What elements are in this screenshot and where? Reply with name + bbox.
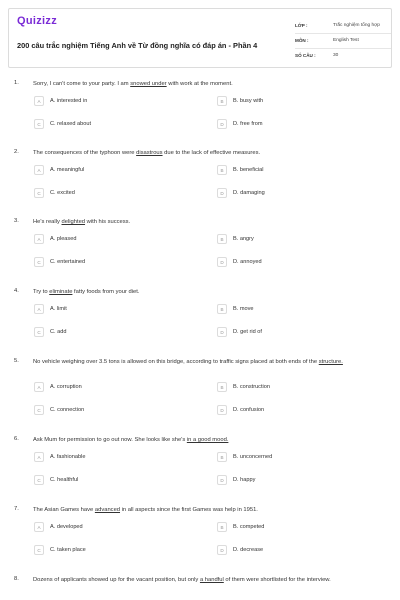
option-letter-box: D <box>217 327 227 337</box>
option-letter-box: B <box>217 522 227 532</box>
question-number: 1. <box>14 80 19 86</box>
option-letter-box: B <box>217 382 227 392</box>
question-text <box>33 576 369 584</box>
option-letter-box: B <box>217 234 227 244</box>
question-number: 5. <box>14 358 19 364</box>
meta-value: English Test <box>333 38 359 43</box>
option-text: A. developed <box>50 524 83 530</box>
option-text: D. damaging <box>233 190 265 196</box>
question-text-after: of them were shortlisted for the interview. <box>223 577 331 583</box>
meta-key: MÔN : <box>295 38 309 43</box>
question-text <box>33 80 369 88</box>
option-text: D. free from <box>233 121 263 127</box>
option-text: B. busy with <box>233 98 264 104</box>
option-letter-box: B <box>217 96 227 106</box>
answer-option-c[interactable] <box>34 119 186 131</box>
answer-option-c[interactable] <box>34 545 186 557</box>
question-text <box>33 149 369 157</box>
option-letter-box: C <box>34 545 44 555</box>
option-letter-box: B <box>217 304 227 314</box>
underlined-word: eliminate <box>49 289 73 295</box>
option-text: B. unconcerned <box>233 454 273 460</box>
answer-option-b[interactable] <box>217 165 369 177</box>
option-letter-box: C <box>34 257 44 267</box>
meta-key: SỐ CÂU : <box>295 53 316 58</box>
meta-row-grade <box>295 19 391 34</box>
option-letter-box: A <box>34 382 44 392</box>
option-text: B. move <box>233 306 254 312</box>
answer-option-b[interactable] <box>217 452 369 464</box>
option-text: D. confusion <box>233 407 265 413</box>
answer-option-b[interactable] <box>217 96 369 108</box>
question-number: 4. <box>14 288 19 294</box>
option-letter-box: C <box>34 188 44 198</box>
underlined-word: structure. <box>318 359 343 365</box>
option-letter-box: A <box>34 522 44 532</box>
question-text <box>33 358 369 366</box>
answer-option-b[interactable] <box>217 522 369 534</box>
option-letter-box: D <box>217 475 227 485</box>
question-number: 7. <box>14 506 19 512</box>
underlined-word: a handful <box>199 577 224 583</box>
underlined-word: advanced <box>94 507 121 513</box>
underlined-word: snowed under <box>130 81 167 87</box>
option-letter-box: A <box>34 234 44 244</box>
option-letter-box: C <box>34 327 44 337</box>
option-text: A. limit <box>50 306 67 312</box>
answer-option-a[interactable] <box>34 304 186 316</box>
question-text-before: Ask Mum for permission to go out now. She looks like she's <box>33 437 187 443</box>
option-letter-box: B <box>217 452 227 462</box>
question-text-before: Sorry, I can't come to your party. I am <box>33 81 131 87</box>
underlined-word: delighted <box>61 219 86 225</box>
meta-value: Trắc nghiệm tổng hợp <box>333 23 380 28</box>
question-text-before: The consequences of the typhoon were <box>33 150 137 156</box>
question-text <box>33 436 369 444</box>
answer-option-d[interactable] <box>217 327 369 339</box>
option-letter-box: D <box>217 405 227 415</box>
answer-option-d[interactable] <box>217 119 369 131</box>
question-text-before: No vehicle weighing over 3.5 tons is allowed on this bridge, according to traffic signs placed at both ends of the <box>33 359 319 365</box>
document-title: 200 câu trắc nghiệm Tiếng Anh về Từ đồng nghĩa có đáp án - Phần 4 <box>17 41 258 50</box>
meta-row-subject <box>295 34 391 49</box>
option-letter-box: A <box>34 304 44 314</box>
question-text-after: with his success. <box>85 219 131 225</box>
question-text-after: with work at the moment. <box>166 81 233 87</box>
option-text: D. get rid of <box>233 329 262 335</box>
question-number: 3. <box>14 218 19 224</box>
question-text <box>33 506 369 514</box>
answer-option-a[interactable] <box>34 452 186 464</box>
option-text: C. add <box>50 329 67 335</box>
meta-row-count <box>295 49 391 64</box>
answer-option-c[interactable] <box>34 475 186 487</box>
answer-option-a[interactable] <box>34 234 186 246</box>
answer-option-c[interactable] <box>34 327 186 339</box>
option-text: C. healthful <box>50 477 79 483</box>
question-text-after: due to the lack of effective measures. <box>162 150 261 156</box>
answer-option-c[interactable] <box>34 405 186 417</box>
question-text-before: He's really <box>33 219 62 225</box>
quizizz-logo[interactable]: Quizizz <box>17 15 57 27</box>
question-text-before: Dozens of applicants showed up for the vacant position, but only <box>33 577 200 583</box>
option-text: B. construction <box>233 384 270 390</box>
option-letter-box: B <box>217 165 227 175</box>
option-text: C. excited <box>50 190 75 196</box>
answer-option-c[interactable] <box>34 257 186 269</box>
underlined-word: in a good mood. <box>186 437 229 443</box>
option-text: C. entertained <box>50 259 86 265</box>
option-text: D. annoyed <box>233 259 262 265</box>
question-text-after: fatty foods from your diet. <box>72 289 140 295</box>
option-letter-box: C <box>34 475 44 485</box>
question-text-before: Try to <box>33 289 50 295</box>
answer-option-d[interactable] <box>217 545 369 557</box>
answer-option-d[interactable] <box>217 257 369 269</box>
option-text: C. relaxed about <box>50 121 92 127</box>
question-text <box>33 218 369 226</box>
meta-value: 30 <box>333 53 339 58</box>
option-letter-box: C <box>34 119 44 129</box>
answer-option-b[interactable] <box>217 382 369 394</box>
answer-option-c[interactable] <box>34 188 186 200</box>
option-letter-box: A <box>34 96 44 106</box>
question-number: 2. <box>14 149 19 155</box>
option-letter-box: D <box>217 257 227 267</box>
answer-option-a[interactable] <box>34 96 186 108</box>
question-text-before: The Asian Games have <box>33 507 95 513</box>
option-text: B. beneficial <box>233 167 264 173</box>
answer-option-b[interactable] <box>217 234 369 246</box>
option-letter-box: A <box>34 165 44 175</box>
meta-table <box>295 19 391 64</box>
option-text: C. connection <box>50 407 85 413</box>
answer-option-d[interactable] <box>217 188 369 200</box>
option-letter-box: D <box>217 545 227 555</box>
meta-key: LỚP : <box>295 23 308 28</box>
option-letter-box: D <box>217 188 227 198</box>
question-number: 8. <box>14 576 19 582</box>
answer-option-a[interactable] <box>34 165 186 177</box>
option-letter-box: C <box>34 405 44 415</box>
option-text: B. competed <box>233 524 265 530</box>
option-text: A. interested in <box>50 98 88 104</box>
answer-option-d[interactable] <box>217 475 369 487</box>
option-text: D. happy <box>233 477 256 483</box>
question-number: 6. <box>14 436 19 442</box>
option-text: C. taken place <box>50 547 86 553</box>
option-text: A. meaningful <box>50 167 85 173</box>
answer-option-a[interactable] <box>34 522 186 534</box>
document-header <box>8 8 392 68</box>
option-text: A. pleased <box>50 236 77 242</box>
option-text: B. angry <box>233 236 254 242</box>
question-text <box>33 288 369 296</box>
option-text: A. fashionable <box>50 454 86 460</box>
answer-option-a[interactable] <box>34 382 186 394</box>
answer-option-d[interactable] <box>217 405 369 417</box>
underlined-word: disastrous <box>136 150 163 156</box>
option-letter-box: D <box>217 119 227 129</box>
question-text-after: in all aspects since the first Games was help in 1951. <box>120 507 258 513</box>
option-text: A. corruption <box>50 384 82 390</box>
option-text: D. decrease <box>233 547 264 553</box>
answer-option-b[interactable] <box>217 304 369 316</box>
option-letter-box: A <box>34 452 44 462</box>
